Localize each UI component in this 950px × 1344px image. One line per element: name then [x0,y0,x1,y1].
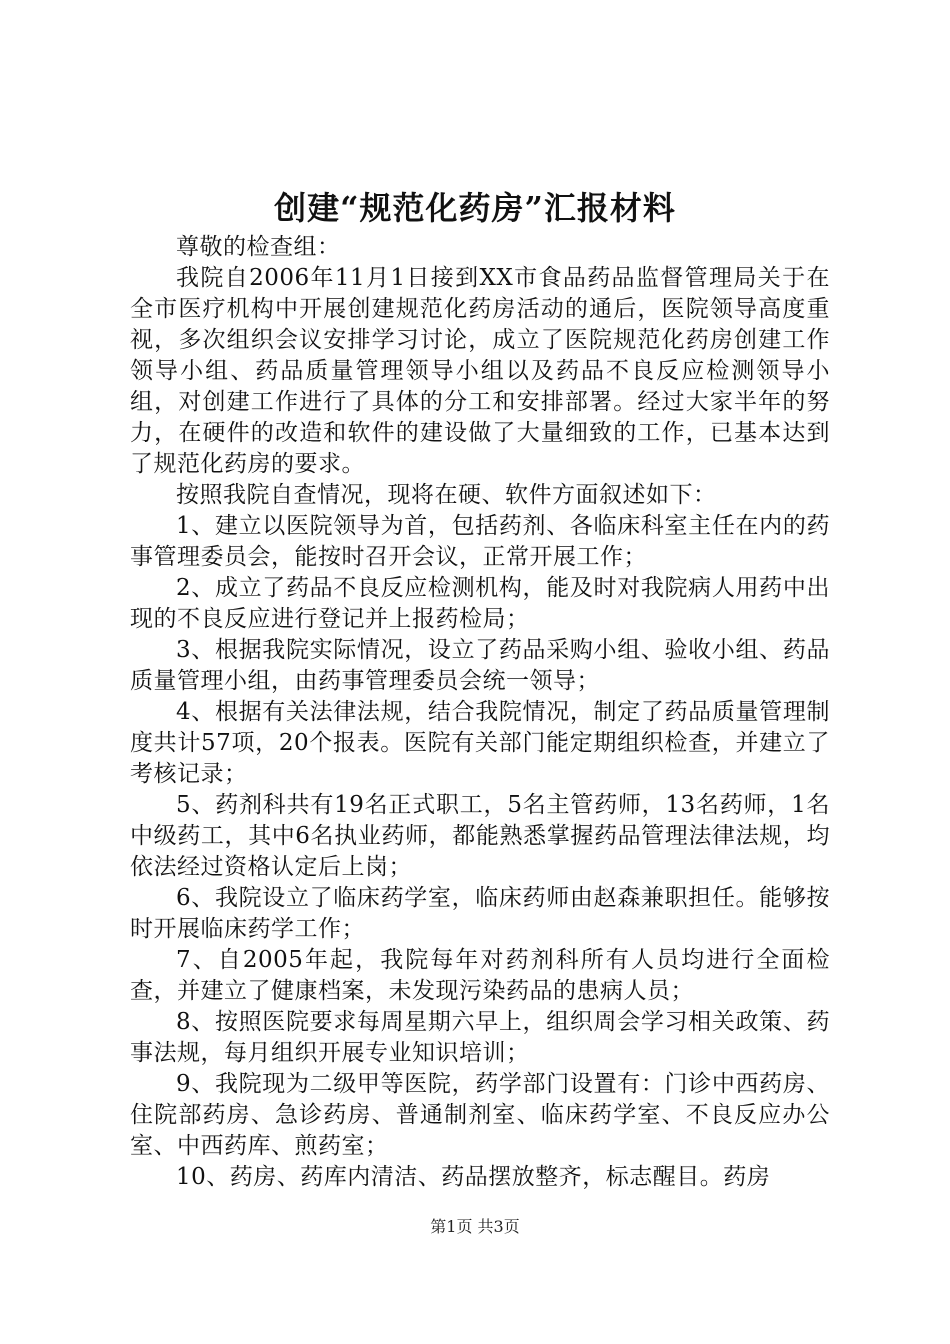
document-body [130,232,830,1193]
document-title: 创建“规范化药房”汇报材料 [274,189,676,227]
list-item: 7、自2005年起，我院每年对药剂科所有人员均进行全面检查，并建立了健康档案，未发现污染药品的患病人员； [130,947,830,1004]
list-item: 9、我院现为二级甲等医院，药学部门设置有：门诊中西药房、住院部药房、急诊药房、普通制剂室、临床药学室、不良反应办公室、中西药库、煎药室； [130,1071,830,1159]
salutation: 尊敬的检查组： [176,234,341,260]
list-item: 1、建立以医院领导为首，包括药剂、各临床科室主任在内的药事管理委员会，能按时召开会议，正常开展工作； [130,513,830,570]
list-item: 10、药房、药库内清洁、药品摆放整齐，标志醒目。药房 [176,1164,771,1190]
list-item: 2、成立了药品不良反应检测机构，能及时对我院病人用药中出现的不良反应进行登记并上报药检局； [130,575,830,632]
list-item: 4、根据有关法律法规，结合我院情况，制定了药品质量管理制度共计57项，20个报表。医院有关部门能定期组织检查，并建立了考核记录； [130,699,830,787]
intro-paragraph: 我院自2006年11月1日接到XX市食品药品监督管理局关于在全市医疗机构中开展创建规范化药房活动的通后，医院领导高度重视，多次组织会议安排学习讨论，成立了医院规范化药房创建工作领导小组、药品质量管理领导小组以及药品不良反应检测领导小组，对创建工作进行了具体的分工和安排部署。经过大家半年的努力，在硬件的改造和软件的建设做了大量细致的工作，已基本达到了规范化药房的要求。 [130,265,830,477]
list-item: 8、按照医院要求每周星期六早上，组织周会学习相关政策、药事法规，每月组织开展专业知识培训； [130,1009,830,1066]
list-item: 6、我院设立了临床药学室，临床药师由赵森兼职担任。能够按时开展临床药学工作； [130,885,830,942]
page-indicator: 第1页 共3页 [430,1217,520,1236]
list-item: 5、药剂科共有19名正式职工，5名主管药师，13名药师，1名中级药工，其中6名执业药师，都能熟悉掌握药品管理法律法规，均依法经过资格认定后上岗； [130,792,830,880]
list-item: 3、根据我院实际情况，设立了药品采购小组、验收小组、药品质量管理小组，由药事管理委员会统一领导； [130,637,830,694]
overview-paragraph: 按照我院自查情况，现将在硬、软件方面叙述如下： [176,482,717,508]
